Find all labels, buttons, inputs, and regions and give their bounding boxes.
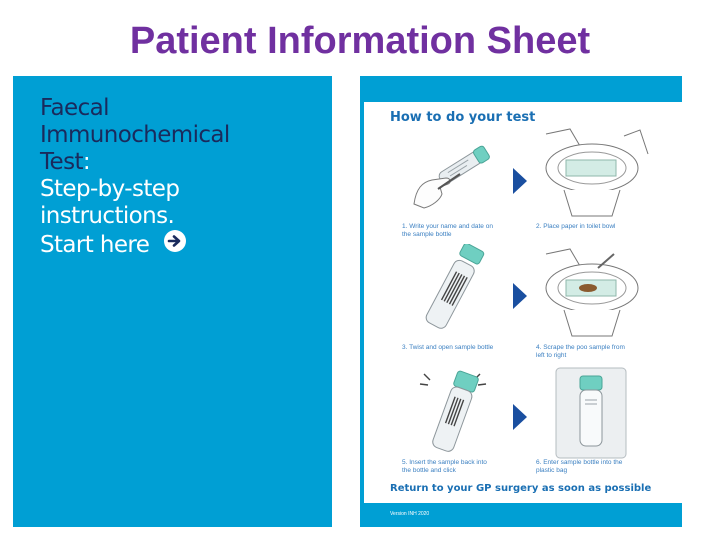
- sheet-left-bar: [360, 76, 364, 527]
- cover-line-step-by-step: Step-by-step: [40, 176, 180, 202]
- bottle-in-bag-illustration: [552, 366, 632, 461]
- write-on-bottle-illustration: [402, 134, 502, 214]
- arrow-right-circle-icon: [164, 230, 186, 252]
- cover-test-word: Test: [40, 149, 83, 175]
- cover-start-row: [40, 230, 320, 259]
- step-5-caption: 5. Insert the sample back into the bottle and click: [402, 459, 487, 474]
- toilet-with-paper-illustration: [536, 126, 656, 221]
- close-bottle-illustration: [416, 368, 496, 456]
- flow-arrow-icon: [513, 168, 527, 194]
- cover-panel: [13, 76, 332, 527]
- cover-line-test: [40, 149, 320, 176]
- step-2-caption: 2. Place paper in toilet bowl: [536, 223, 616, 230]
- cover-test-colon: :: [82, 149, 91, 175]
- cover-line-faecal: Faecal: [40, 95, 109, 121]
- version-label: Version INH 2020: [390, 511, 430, 517]
- flow-arrow-icon: [513, 404, 527, 430]
- return-instruction: Return to your GP surgery as soon as possible: [390, 483, 652, 494]
- toilet-with-sample-illustration: [536, 246, 656, 341]
- step-4-caption: 4. Scrape the poo sample from left to right: [536, 344, 625, 359]
- flow-arrow-icon: [513, 283, 527, 309]
- sheet-top-bar: [360, 76, 682, 102]
- cover-line-immunochemical: Immunochemical: [40, 122, 230, 148]
- cover-text: [40, 95, 320, 259]
- cover-line-instructions: instructions.: [40, 203, 175, 229]
- step-6-caption: 6. Enter sample bottle into the plastic bag: [536, 459, 623, 474]
- sheet-heading: How to do your test: [390, 110, 536, 125]
- sheet-footer-bar: [360, 503, 682, 527]
- cover-start-here: Start here: [40, 232, 150, 258]
- step-1-caption: 1. Write your name and date on the sample bottle: [402, 223, 493, 238]
- open-bottle-illustration: [408, 244, 498, 334]
- slide-title: Patient Information Sheet: [129, 20, 591, 62]
- instruction-sheet: [360, 76, 682, 527]
- step-3-caption: 3. Twist and open sample bottle: [402, 344, 494, 351]
